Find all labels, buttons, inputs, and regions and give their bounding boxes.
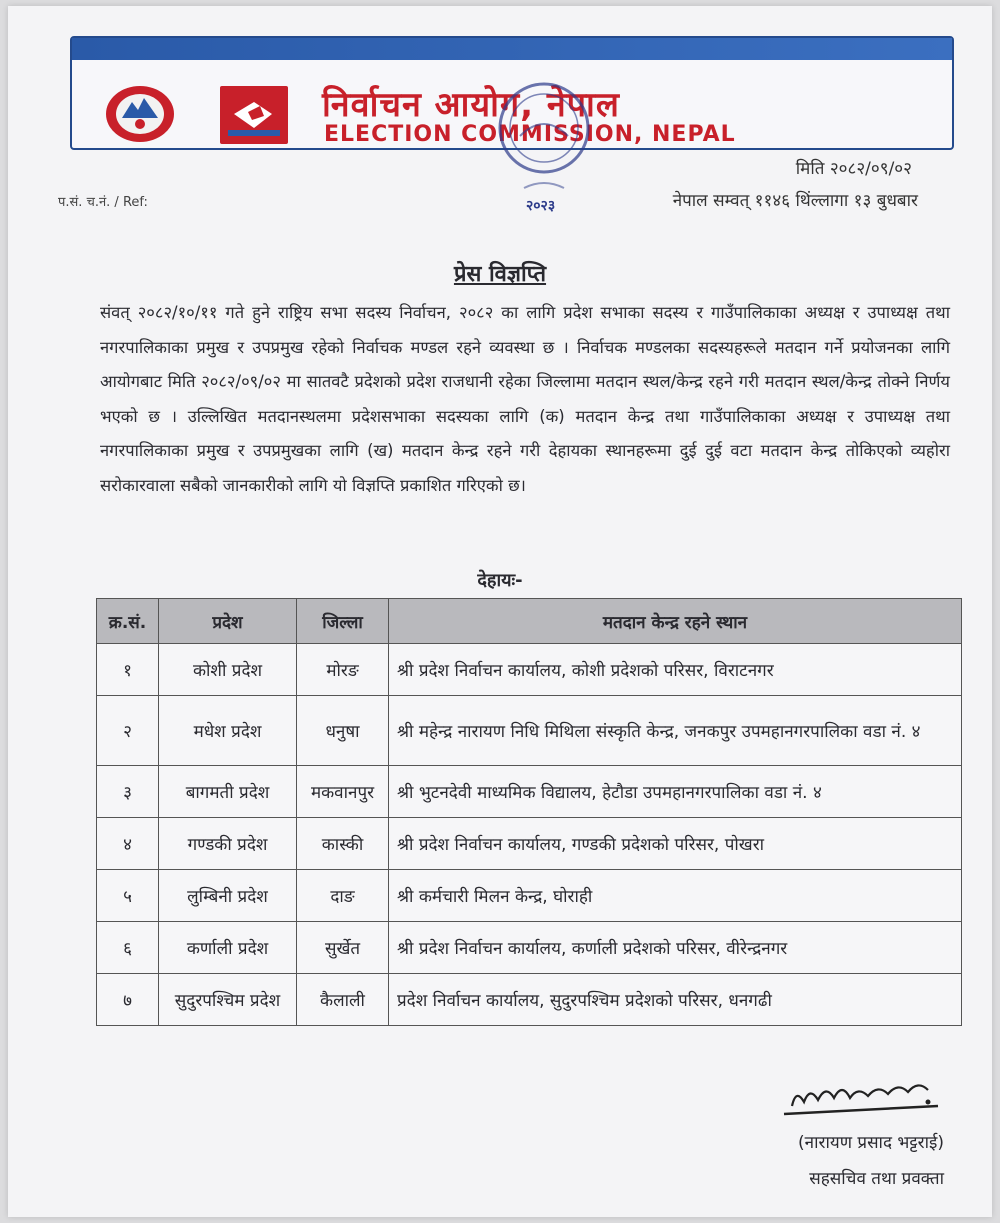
header-province: प्रदेश	[159, 599, 297, 644]
cell-province: कोशी प्रदेश	[159, 644, 297, 696]
cell-location: श्री प्रदेश निर्वाचन कार्यालय, कोशी प्रदेशको परिसर, विराटनगर	[389, 644, 962, 696]
reference-label: प.सं. च.नं. / Ref:	[58, 195, 148, 210]
cell-location: श्री भुटनदेवी माध्यमिक विद्यालय, हेटौडा उपमहानगरपालिका वडा नं. ४	[389, 766, 962, 818]
polling-centers-table	[96, 598, 962, 1026]
cell-serial: ३	[97, 766, 159, 818]
cell-district: धनुषा	[297, 696, 389, 766]
table-row	[97, 644, 962, 696]
cell-location: श्री प्रदेश निर्वाचन कार्यालय, कर्णाली प्रदेशको परिसर, वीरेन्द्रनगर	[389, 922, 962, 974]
cell-district: कैलाली	[297, 974, 389, 1026]
cell-serial: ५	[97, 870, 159, 922]
header-district: जिल्ला	[297, 599, 389, 644]
table-row	[97, 922, 962, 974]
signatory-name: (नारायण प्रसाद भट्टराई)	[798, 1133, 944, 1153]
cell-district: दाङ	[297, 870, 389, 922]
table-row	[97, 974, 962, 1026]
cell-district: मकवानपुर	[297, 766, 389, 818]
table-row	[97, 870, 962, 922]
nepal-emblem-icon	[102, 80, 178, 144]
cell-location: प्रदेश निर्वाचन कार्यालय, सुदुरपश्चिम प्रदेशको परिसर, धनगढी	[389, 974, 962, 1026]
cell-district: सुर्खेत	[297, 922, 389, 974]
table-header-row	[97, 599, 962, 644]
table-row	[97, 766, 962, 818]
cell-province: गण्डकी प्रदेश	[159, 818, 297, 870]
nepal-sambat-date: नेपाल सम्वत् ११४६ थिंल्लागा १३ बुधबार	[672, 191, 918, 211]
handwritten-signature-icon	[778, 1076, 948, 1122]
letterhead-band	[72, 38, 952, 60]
election-commission-logo-icon	[220, 86, 288, 144]
cell-province: कर्णाली प्रदेश	[159, 922, 297, 974]
seal-year: २०२३	[526, 198, 556, 214]
cell-serial: १	[97, 644, 159, 696]
cell-district: मोरङ	[297, 644, 389, 696]
cell-province: बागमती प्रदेश	[159, 766, 297, 818]
title-english: ELECTION COMMISSION, NEPAL	[324, 122, 736, 147]
list-intro: देहायः-	[477, 570, 523, 591]
cell-location: श्री कर्मचारी मिलन केन्द्र, घोराही	[389, 870, 962, 922]
cell-serial: ६	[97, 922, 159, 974]
date-line: मिति २०८२/०९/०२	[795, 159, 912, 179]
header-location: मतदान केन्द्र रहने स्थान	[389, 599, 962, 644]
cell-province: मधेश प्रदेश	[159, 696, 297, 766]
cell-province: सुदुरपश्चिम प्रदेश	[159, 974, 297, 1026]
body-paragraph: संवत् २०८२/१०/११ गते हुने राष्ट्रिय सभा सदस्य निर्वाचन, २०८२ का लागि प्रदेश सभाका सदस्य र गाउँपालिकाका अध्यक्ष र उपाध्यक्ष तथा नगरपालिकाका प्रमुख र उपप्रमुख रहेको निर्वाचक मण्डल रहने व्यवस्था छ । निर्वाचक मण्डलका सदस्यहरूले मतदान गर्ने प्रयोजनका लागि आयोगबाट मिति २०८२/०९/०२ मा सातवटै प्रदेशको प्रदेश राजधानी रहेका जिल्लामा मतदान स्थल/केन्द्र रहने गरी मतदान स्थल/केन्द्र तोक्ने निर्णय भएको छ । उल्लिखित मतदानस्थलमा प्रदेशसभाका सदस्यका लागि (क) मतदान केन्द्र तथा गाउँपालिकाका अध्यक्ष र उपाध्यक्ष तथा नगरपालिकाका प्रमुख र उपप्रमुखका लागि (ख) मतदान केन्द्र रहने गरी देहायका स्थानहरूमा दुई दुई वटा मतदान केन्द्र तोकिएको व्यहोरा सरोकारवाला सबैको जानकारीको लागि यो विज्ञप्ति प्रकाशित गरिएको छ।	[100, 303, 950, 495]
cell-location: श्री प्रदेश निर्वाचन कार्यालय, गण्डकी प्रदेशको परिसर, पोखरा	[389, 818, 962, 870]
signatory-title: सहसचिव तथा प्रवक्ता	[809, 1169, 944, 1189]
cell-serial: २	[97, 696, 159, 766]
cell-serial: ४	[97, 818, 159, 870]
document-heading: प्रेस विज्ञप्ति	[453, 262, 547, 287]
cell-province: लुम्बिनी प्रदेश	[159, 870, 297, 922]
header-serial: क्र.सं.	[97, 599, 159, 644]
title-nepali: निर्वाचन आयोग, नेपाल	[322, 85, 620, 125]
table-row	[97, 818, 962, 870]
document-page	[8, 6, 992, 1217]
cell-serial: ७	[97, 974, 159, 1026]
cell-district: कास्की	[297, 818, 389, 870]
cell-location: श्री महेन्द्र नारायण निधि मिथिला संस्कृति केन्द्र, जनकपुर उपमहानगरपालिका वडा नं. ४	[389, 696, 962, 766]
table-row	[97, 696, 962, 766]
